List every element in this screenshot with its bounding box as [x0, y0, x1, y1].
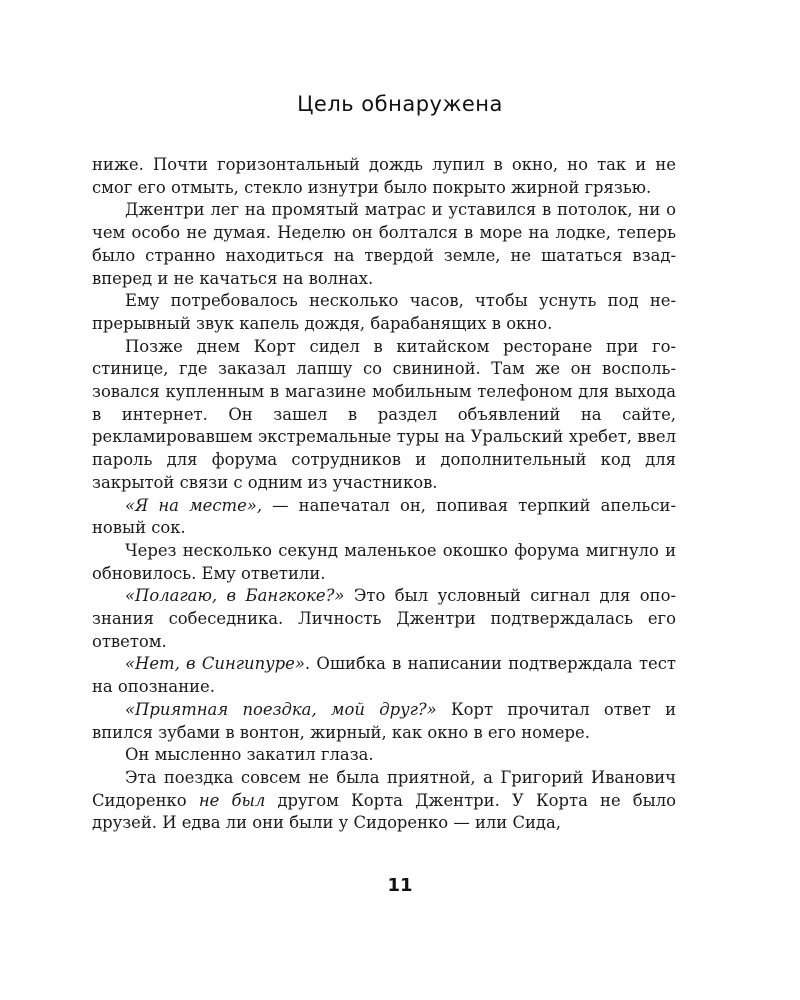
- paragraph: [92, 585, 676, 653]
- text-run: Джентри лег на промятый матрас и уставился в потолок, ни о чем особо не думая. Неделю он болтался в море на лодке, теперь было странно находиться на твердой земле, не шататься взад-вперед и не качаться на волнах.: [92, 200, 676, 288]
- italic-text: «Нет, в Сингипуре»: [125, 654, 305, 674]
- text-run: другом Корта Джентри. У Корта не было друзей. И едва ли они были у Сидоренко — или Сида,: [92, 790, 676, 833]
- running-head: Цель обнаружена: [297, 92, 503, 116]
- paragraph: [92, 290, 676, 335]
- text-run: Это был условный сигнал для опознания собеседника. Личность Джентри подтверждалась его ответом.: [92, 586, 676, 651]
- text-run: ниже. Почти горизонтальный дождь лупил в окно, но так и не смог его отмыть, стекло изнутри было покрыто жирной грязью.: [92, 155, 676, 197]
- paragraph: [92, 336, 676, 495]
- paragraph: [92, 699, 676, 744]
- italic-text: не был: [198, 790, 266, 810]
- italic-text: «Полагаю, в Бангкоке?»: [125, 586, 345, 606]
- paragraph: [92, 540, 676, 585]
- body-text: [92, 154, 676, 835]
- text-run: Позже днем Корт сидел в китайском ресторане при гостинице, где заказал лапшу со свининой. Там же он воспользовался купленным в магазине мобильным телефоном для выхода в интернет. Он зашел в раздел объявлений на сайте, рекламировавшем экстремальные туры на Уральский хребет, ввел пароль для форума сотрудников и дополнительный код для закрытой связи с одним из участников.: [92, 336, 676, 492]
- text-run: — напечатал он, попивая терпкий апельсиновый сок.: [92, 495, 676, 538]
- paragraph: [92, 653, 676, 698]
- text-run: . Ошибка в написании подтверждала тест на опознание.: [92, 654, 676, 697]
- italic-text: «Я на месте»,: [125, 495, 263, 515]
- text-run: Он мысленно закатил глаза.: [125, 745, 374, 765]
- text-run: Эта поездка совсем не была приятной, а Григорий Иванович Сидоренко: [92, 767, 676, 810]
- paragraph: [92, 199, 676, 290]
- text-run: Корт прочитал ответ и впился зубами в вонтон, жирный, как окно в его номере.: [92, 699, 676, 742]
- page-number: 11: [387, 875, 413, 896]
- paragraph: [92, 495, 676, 540]
- paragraph: [92, 154, 676, 199]
- text-run: Ему потребовалось несколько часов, чтобы уснуть под непрерывный звук капель дождя, барабанящих в окно.: [92, 291, 676, 333]
- paragraph: [92, 767, 676, 835]
- paragraph: [92, 744, 676, 767]
- text-run: Через несколько секунд маленькое окошко форума мигнуло и обновилось. Ему ответили.: [92, 540, 676, 583]
- italic-text: «Приятная поездка, мой друг?»: [125, 699, 437, 719]
